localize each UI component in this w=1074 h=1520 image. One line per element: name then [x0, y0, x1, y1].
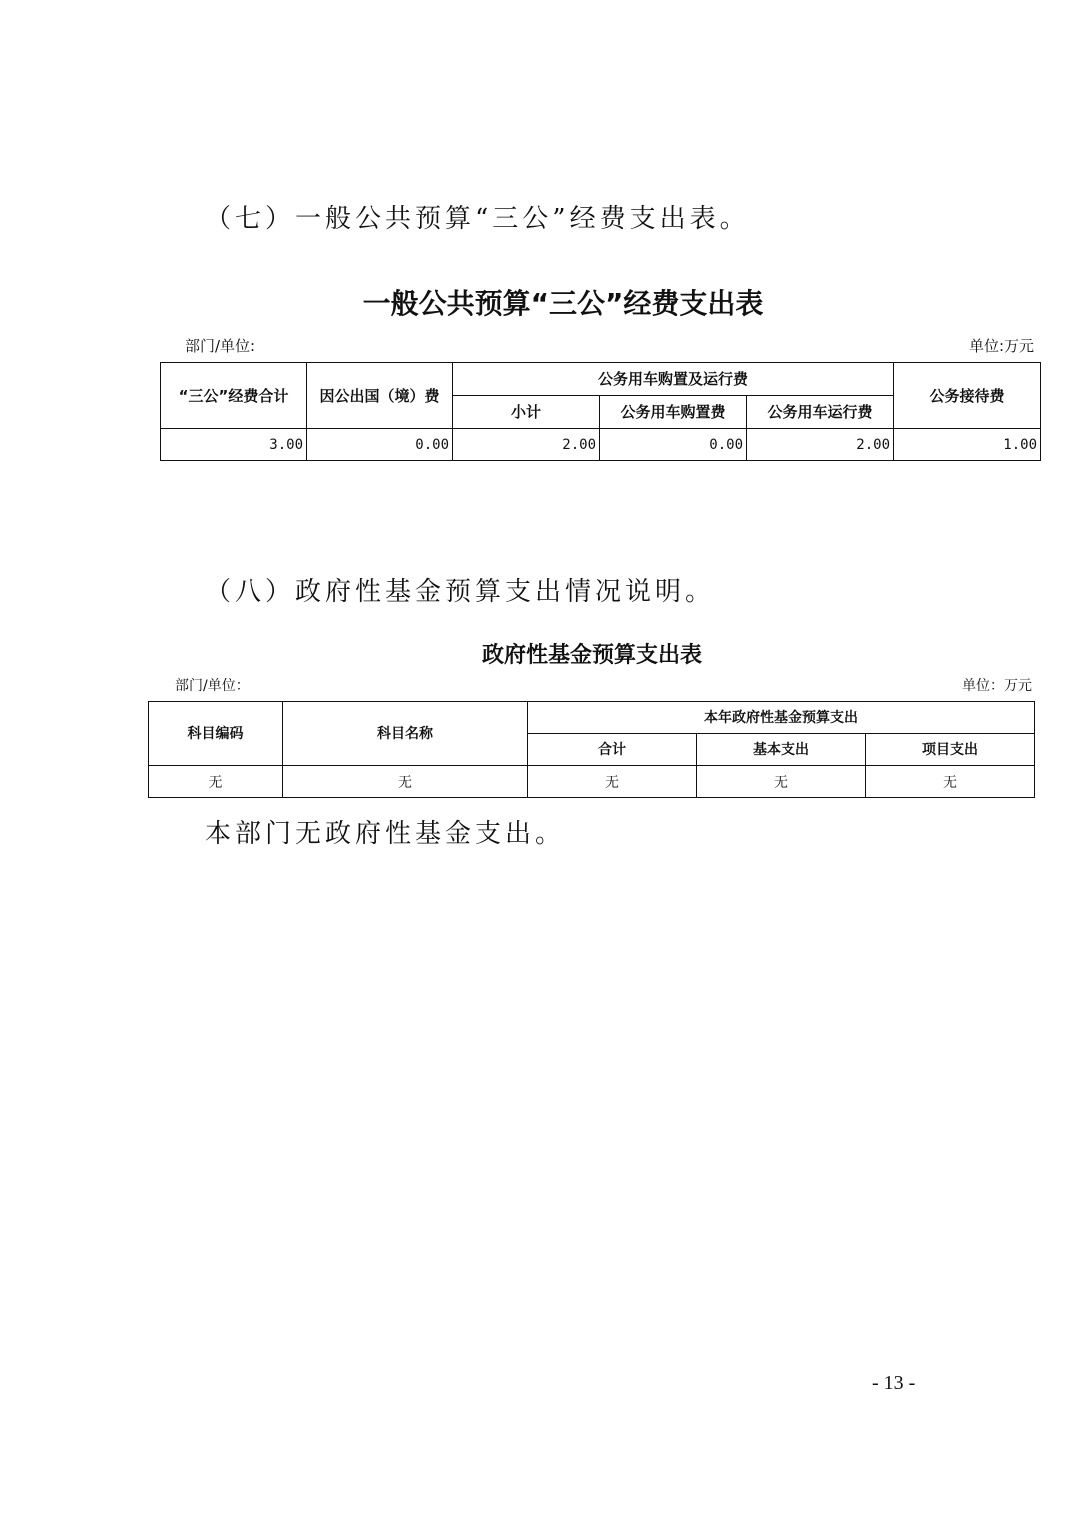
cell-reception: 1.00: [894, 429, 1041, 461]
cell-purchase: 0.00: [600, 429, 747, 461]
table-row: [161, 429, 1041, 461]
header-vehicle-group: 公务用车购置及运行费: [453, 363, 894, 396]
page-number: - 13 -: [872, 1372, 916, 1394]
header-total: 合计: [528, 734, 697, 766]
cell-name: 无: [283, 766, 528, 798]
gov-fund-table-title: 政府性基金预算支出表: [481, 643, 702, 668]
cell-operation: 2.00: [747, 429, 894, 461]
dept-label: 部门/单位:: [185, 337, 256, 355]
header-annual-fund-expense: 本年政府性基金预算支出: [528, 702, 1035, 734]
cell-subtotal: 2.00: [453, 429, 600, 461]
header-three-public-total: “三公”经费合计: [161, 363, 307, 429]
header-subject-name: 科目名称: [283, 702, 528, 766]
header-vehicle-operation: 公务用车运行费: [747, 396, 894, 429]
header-project-expense: 项目支出: [866, 734, 1035, 766]
header-vehicle-purchase: 公务用车购置费: [600, 396, 747, 429]
three-public-expense-table: [160, 362, 1041, 461]
header-subtotal: 小计: [453, 396, 600, 429]
cell-basic: 无: [697, 766, 866, 798]
cell-total: 3.00: [161, 429, 307, 461]
section-7-heading: （七）一般公共预算“三公”经费支出表。: [205, 204, 750, 234]
cell-abroad: 0.00: [307, 429, 453, 461]
unit-label: 单位：万元: [962, 678, 1032, 694]
header-basic-expense: 基本支出: [697, 734, 866, 766]
header-abroad-expense: 因公出国（境）费: [307, 363, 453, 429]
cell-total: 无: [528, 766, 697, 798]
gov-fund-expense-table: [148, 701, 1035, 798]
header-subject-code: 科目编码: [149, 702, 283, 766]
table-row: [149, 766, 1035, 798]
cell-project: 无: [866, 766, 1035, 798]
unit-label: 单位:万元: [968, 337, 1034, 355]
header-reception-expense: 公务接待费: [894, 363, 1041, 429]
section-8-heading: （八）政府性基金预算支出情况说明。: [205, 577, 716, 607]
three-public-table-title: 一般公共预算“三公”经费支出表: [362, 287, 764, 320]
dept-label: 部门/单位：: [175, 678, 250, 694]
no-fund-note: 本部门无政府性基金支出。: [205, 819, 566, 849]
cell-code: 无: [149, 766, 283, 798]
